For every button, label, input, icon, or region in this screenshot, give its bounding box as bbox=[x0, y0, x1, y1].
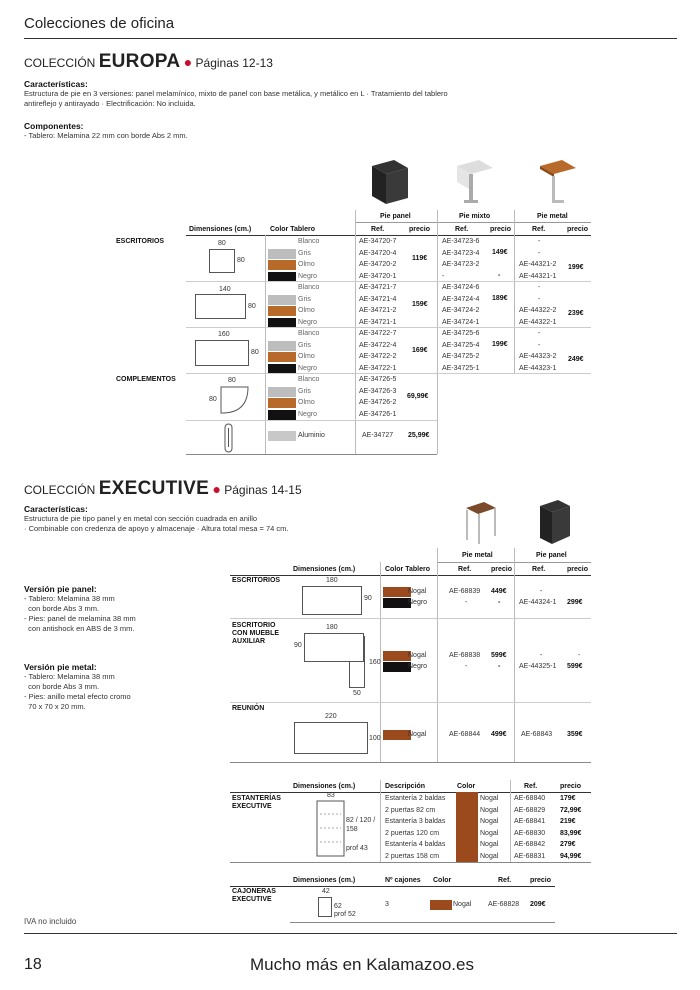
col-precio: precio bbox=[560, 783, 582, 790]
slogan-text: Mucho más en bbox=[250, 955, 367, 974]
metal-ref: AE-44323-2 bbox=[519, 353, 557, 360]
executive-panel-illustration bbox=[538, 500, 572, 546]
col-num-cajones: Nº cajones bbox=[385, 877, 421, 884]
mixto-ref: AE-34723-4 bbox=[442, 249, 480, 257]
panel-ref: AE-34726-2 bbox=[359, 399, 397, 406]
cat-cajoneras bbox=[232, 888, 276, 904]
color-negro: Negro bbox=[408, 663, 428, 670]
dim-depth: 80 bbox=[251, 349, 259, 356]
dim-width: 42 bbox=[322, 888, 330, 895]
alu-ref: AE-34727 bbox=[362, 432, 394, 439]
color-name: Olmo bbox=[298, 307, 315, 314]
dash: - bbox=[578, 652, 581, 659]
mixto-ref: AE-34725-1 bbox=[442, 364, 480, 372]
color-name: Negro bbox=[298, 318, 318, 326]
cat-line: EXECUTIVE bbox=[232, 896, 272, 903]
panel-ref: AE-34720-2 bbox=[359, 261, 397, 268]
metal-price: 599€ bbox=[491, 652, 507, 659]
mixto-ref: AE-34723-6 bbox=[442, 238, 480, 245]
color-swatch bbox=[268, 249, 296, 259]
version-panel-line: con borde Abs 3 mm. bbox=[24, 604, 100, 613]
metal-price: 249€ bbox=[568, 356, 584, 363]
alu-price: 25,99€ bbox=[408, 432, 430, 439]
shelf-desc: 2 puertas 82 cm bbox=[385, 806, 436, 814]
color-name: Gris bbox=[298, 249, 311, 257]
metal-ref: AE-44322-2 bbox=[519, 307, 557, 314]
executive-car-1: Estructura de pie tipo panel y en metal con sección cuadrada en anillo bbox=[24, 514, 258, 523]
panel-ref: AE-34726-1 bbox=[359, 410, 397, 418]
bullet-icon: ● bbox=[212, 481, 221, 497]
panel-price: 69,99€ bbox=[407, 393, 429, 400]
color-negro: Negro bbox=[408, 599, 428, 606]
color-name: Negro bbox=[298, 410, 318, 418]
panel-ref: AE-34722-2 bbox=[359, 353, 397, 360]
dim-depth: 90 bbox=[294, 642, 302, 649]
mixto-ref: AE-34724-1 bbox=[442, 318, 480, 326]
dim-depth: prof 52 bbox=[334, 911, 356, 918]
color-swatch bbox=[268, 398, 296, 408]
metal-price: 199€ bbox=[568, 264, 584, 271]
col-precio: precio bbox=[491, 566, 513, 573]
color-swatch bbox=[268, 387, 296, 397]
dim-depth: 90 bbox=[364, 595, 372, 602]
metal-ref: - bbox=[538, 284, 541, 291]
negro-swatch bbox=[383, 662, 411, 672]
dash: - bbox=[540, 588, 543, 595]
version-panel-line: - Pies: panel de melamina 38 mm bbox=[24, 614, 136, 623]
europa-car-2: antireflejo y antirayado · Electrificación: No incluida. bbox=[24, 99, 196, 108]
dim-heights: 82 / 120 / bbox=[346, 817, 376, 824]
drawer-ref: AE-68828 bbox=[488, 901, 520, 908]
europa-comp-title: Componentes: bbox=[24, 121, 84, 131]
cat-line: CAJONERAS bbox=[232, 888, 276, 895]
color-swatch bbox=[268, 364, 296, 374]
panel-ref: AE-44324-1 bbox=[519, 599, 557, 606]
col-color-tablero: Color Tablero bbox=[270, 226, 315, 233]
shelf-price: 83,99€ bbox=[560, 829, 582, 837]
mixto-ref: AE-34725-4 bbox=[442, 341, 480, 349]
shelf-desc: Estantería 4 baldas bbox=[385, 841, 446, 848]
row-divider bbox=[186, 327, 591, 328]
dash: - bbox=[498, 272, 501, 279]
mixto-price: 199€ bbox=[492, 341, 508, 348]
version-metal-title: Versión pie metal: bbox=[24, 662, 97, 672]
dim-width: 80 bbox=[228, 377, 236, 384]
col-ref: Ref. bbox=[532, 226, 546, 233]
version-metal-line: con borde Abs 3 mm. bbox=[24, 682, 100, 691]
metal-ref: - bbox=[538, 330, 541, 337]
europa-prefix: COLECCIÓN bbox=[24, 56, 96, 70]
col-precio: precio bbox=[490, 226, 512, 233]
europa-car-title: Características: bbox=[24, 79, 88, 89]
exec-desk-diagram bbox=[302, 586, 362, 615]
europa-car-1: Estructura de pie en 3 versiones: panel melamínico, mixto de panel con base metálica, y metálico en L · Tratamiento del tablero bbox=[24, 89, 448, 98]
shelf-ref: AE-68831 bbox=[514, 852, 546, 860]
iva-note: IVA no incluido bbox=[24, 917, 77, 926]
color-name: Blanco bbox=[298, 238, 320, 245]
nogal-swatch bbox=[430, 900, 452, 910]
shelf-diagram bbox=[316, 800, 346, 858]
pie-metal-illustration bbox=[538, 160, 578, 205]
color-swatch bbox=[268, 410, 296, 420]
col-color: Color bbox=[433, 877, 452, 884]
col-dimensiones: Dimensiones (cm.) bbox=[293, 877, 356, 884]
dash: - bbox=[498, 663, 501, 670]
shelf-color: Nogal bbox=[480, 795, 499, 802]
corner-table-diagram bbox=[220, 386, 250, 414]
col-ref: Ref. bbox=[524, 783, 538, 790]
shelf-color: Nogal bbox=[480, 852, 499, 860]
executive-pages: Páginas 14-15 bbox=[224, 483, 302, 497]
aluminum-leg-diagram bbox=[223, 423, 235, 453]
color-name: Olmo bbox=[298, 353, 315, 360]
shelf-ref: AE-68830 bbox=[514, 829, 546, 837]
col-color-tablero: Color Tablero bbox=[385, 566, 430, 573]
shelf-color: Nogal bbox=[480, 818, 499, 825]
exec-desk-aux-diagram bbox=[304, 633, 364, 662]
metal-ref: - bbox=[538, 341, 541, 349]
nogal-swatch bbox=[456, 792, 478, 862]
nogal-swatch bbox=[383, 730, 411, 740]
dim-depth: 80 bbox=[209, 396, 217, 403]
panel-price: 299€ bbox=[567, 599, 583, 606]
metal-ref: AE-44321-2 bbox=[519, 261, 557, 268]
shelf-color: Nogal bbox=[480, 829, 499, 837]
col-pie-panel: Pie panel bbox=[536, 552, 567, 559]
europa-heading bbox=[24, 51, 273, 73]
col-precio: precio bbox=[530, 877, 552, 884]
drawer-price: 209€ bbox=[530, 901, 546, 908]
color-name: Negro bbox=[298, 364, 318, 372]
shelf-desc: 2 puertas 158 cm bbox=[385, 852, 440, 860]
dim-width: 83 bbox=[327, 792, 335, 799]
color-nogal: Nogal bbox=[453, 901, 472, 908]
mixto-ref: AE-34724-2 bbox=[442, 307, 480, 314]
color-aluminio: Aluminio bbox=[298, 432, 325, 439]
panel-ref: AE-34722-1 bbox=[359, 364, 397, 372]
header-divider bbox=[24, 38, 677, 39]
nogal-swatch bbox=[383, 651, 411, 661]
col-ref: Ref. bbox=[455, 226, 469, 233]
dim-height: 62 bbox=[334, 903, 342, 910]
cat-mueble-auxiliar bbox=[232, 622, 292, 646]
dim-depth: 80 bbox=[248, 303, 256, 310]
color-name: Blanco bbox=[298, 376, 320, 383]
shelf-desc: Estantería 3 baldas bbox=[385, 818, 446, 825]
meeting-table-diagram bbox=[294, 722, 368, 754]
dim-width: 180 bbox=[326, 577, 338, 584]
shelf-ref: AE-68840 bbox=[514, 795, 546, 802]
dim-aux-width: 50 bbox=[353, 690, 361, 697]
desk-160-diagram bbox=[195, 340, 249, 366]
color-name: Negro bbox=[298, 272, 318, 280]
version-metal-line: - Tablero: Melamina 38 mm bbox=[24, 672, 115, 681]
mixto-ref: AE-34723-2 bbox=[442, 261, 480, 268]
pie-panel-illustration bbox=[370, 160, 410, 205]
executive-name: EXECUTIVE bbox=[98, 478, 210, 499]
color-name: Gris bbox=[298, 387, 311, 395]
executive-metal-illustration bbox=[464, 502, 498, 546]
cat-complementos: COMPLEMENTOS bbox=[116, 376, 176, 383]
cat-estanterias bbox=[232, 795, 281, 811]
version-panel-line: con antishock en ABS de 3 mm. bbox=[24, 624, 135, 633]
col-ref: Ref. bbox=[498, 877, 512, 884]
shelf-ref: AE-68842 bbox=[514, 841, 546, 848]
dim-depth: prof 43 bbox=[346, 845, 368, 852]
dim-width: 160 bbox=[218, 331, 230, 338]
shelf-ref: AE-68841 bbox=[514, 818, 546, 825]
col-descripcion: Descripción bbox=[385, 783, 426, 790]
shelf-color: Nogal bbox=[480, 841, 499, 848]
color-nogal: Nogal bbox=[408, 652, 427, 659]
dim-aux: 160 bbox=[369, 659, 381, 666]
panel-ref: AE-34726-5 bbox=[359, 376, 397, 383]
metal-price: 499€ bbox=[491, 731, 507, 738]
col-pie-panel: Pie panel bbox=[380, 213, 411, 220]
drawer-unit-diagram bbox=[318, 897, 332, 917]
color-swatch bbox=[268, 272, 296, 282]
metal-ref: AE-68839 bbox=[449, 588, 481, 595]
panel-ref: AE-34720-1 bbox=[359, 272, 397, 280]
mixto-ref: AE-34724-6 bbox=[442, 284, 480, 291]
panel-ref: AE-68843 bbox=[521, 731, 553, 738]
dim-width: 80 bbox=[218, 240, 226, 247]
page-title: Colecciones de oficina bbox=[24, 15, 175, 32]
cat-reunion: REUNIÓN bbox=[232, 705, 265, 712]
col-precio: precio bbox=[567, 566, 589, 573]
metal-ref: - bbox=[538, 249, 541, 257]
color-name: Blanco bbox=[298, 330, 320, 337]
panel-ref: AE-34721-1 bbox=[359, 318, 397, 326]
panel-ref: AE-34720-4 bbox=[359, 249, 397, 257]
panel-price: 599€ bbox=[567, 663, 583, 670]
desk-80-diagram bbox=[209, 249, 235, 273]
col-ref: Ref. bbox=[458, 566, 472, 573]
col-pie-metal: Pie metal bbox=[537, 213, 568, 220]
cat-escritorios: ESCRITORIOS bbox=[116, 238, 165, 245]
dim-depth: 80 bbox=[237, 257, 245, 264]
panel-ref: AE-34721-2 bbox=[359, 307, 397, 314]
executive-car-title: Características: bbox=[24, 504, 88, 514]
panel-ref: AE-44325-1 bbox=[519, 663, 557, 670]
shelf-price: 219€ bbox=[560, 818, 576, 825]
shelf-desc: 2 puertas 120 cm bbox=[385, 829, 440, 837]
color-swatch bbox=[268, 318, 296, 328]
panel-price: 119€ bbox=[412, 255, 428, 262]
dash: - bbox=[465, 663, 468, 670]
dash: - bbox=[540, 652, 543, 659]
metal-ref: AE-44321-1 bbox=[519, 272, 557, 280]
metal-ref: AE-68844 bbox=[449, 731, 481, 738]
panel-ref: AE-34721-4 bbox=[359, 295, 397, 303]
metal-ref: AE-44323-1 bbox=[519, 364, 557, 372]
col-dimensiones: Dimensiones (cm.) bbox=[293, 783, 356, 790]
shelf-price: 279€ bbox=[560, 841, 576, 848]
col-precio: precio bbox=[409, 226, 431, 233]
version-metal-line: - Pies: anillo metal efecto cromo bbox=[24, 692, 131, 701]
col-dimensiones: Dimensiones (cm.) bbox=[189, 226, 252, 233]
mixto-ref: AE-34725-6 bbox=[442, 330, 480, 337]
dim-width: 220 bbox=[325, 713, 337, 720]
page-number: 18 bbox=[24, 956, 42, 973]
dim-width: 180 bbox=[326, 624, 338, 631]
col-ref: Ref. bbox=[371, 226, 385, 233]
color-name: Olmo bbox=[298, 399, 315, 406]
shelf-price: 179€ bbox=[560, 795, 576, 802]
mixto-ref: - bbox=[442, 272, 445, 280]
panel-ref: AE-34722-7 bbox=[359, 330, 397, 337]
color-swatch bbox=[268, 260, 296, 270]
bullet-icon: ● bbox=[183, 54, 193, 70]
cat-line: EXECUTIVE bbox=[232, 803, 272, 810]
color-swatch bbox=[268, 306, 296, 316]
metal-ref: AE-44322-1 bbox=[519, 318, 557, 326]
panel-ref: AE-34722-4 bbox=[359, 341, 397, 349]
shelf-ref: AE-68829 bbox=[514, 806, 546, 814]
dash: - bbox=[498, 599, 501, 606]
shelf-desc: Estantería 2 baldas bbox=[385, 795, 446, 802]
col-pie-metal: Pie metal bbox=[462, 552, 493, 559]
cat-line: CON MUEBLE bbox=[232, 630, 280, 637]
executive-prefix: COLECCIÓN bbox=[24, 483, 96, 497]
executive-heading bbox=[24, 478, 302, 500]
mixto-ref: AE-34724-4 bbox=[442, 295, 480, 303]
panel-ref: AE-34721-7 bbox=[359, 284, 397, 291]
dim-heights: 158 bbox=[346, 826, 358, 833]
color-name: Gris bbox=[298, 341, 311, 349]
metal-price: 239€ bbox=[568, 310, 584, 317]
shelf-color: Nogal bbox=[480, 806, 499, 814]
color-nogal: Nogal bbox=[408, 588, 427, 595]
slogan-brand: Kalamazoo.es bbox=[366, 955, 474, 974]
version-metal-line: 70 x 70 x 20 mm. bbox=[24, 702, 86, 711]
col-dimensiones: Dimensiones (cm.) bbox=[293, 566, 356, 573]
cat-line: AUXILIAR bbox=[232, 638, 266, 645]
nogal-swatch bbox=[383, 587, 411, 597]
pie-mixto-illustration bbox=[455, 160, 495, 205]
footer-slogan bbox=[250, 955, 474, 975]
metal-ref: - bbox=[538, 295, 541, 303]
col-precio: precio bbox=[567, 226, 589, 233]
desk-140-diagram bbox=[195, 294, 246, 319]
metal-price: 449€ bbox=[491, 588, 507, 595]
dim-depth: 100 bbox=[369, 735, 381, 742]
mixto-price: 189€ bbox=[492, 295, 508, 302]
shelf-price: 94,99€ bbox=[560, 852, 582, 860]
panel-price: 359€ bbox=[567, 731, 583, 738]
dim-width: 140 bbox=[219, 286, 231, 293]
row-divider bbox=[186, 373, 591, 374]
metal-ref: - bbox=[538, 238, 541, 245]
mixto-price: 149€ bbox=[492, 249, 508, 256]
metal-ref: AE-68838 bbox=[449, 652, 481, 659]
dash: - bbox=[465, 599, 468, 606]
color-swatch bbox=[268, 352, 296, 362]
executive-car-2: · Combinable con credenza de apoyo y almacenaje · Altura total mesa = 74 cm. bbox=[24, 524, 289, 533]
version-panel-line: - Tablero: Melamina 38 mm bbox=[24, 594, 115, 603]
row-divider bbox=[186, 281, 591, 282]
color-swatch bbox=[268, 341, 296, 351]
europa-comp-1: - Tablero: Melamina 22 mm con borde Abs 2 mm. bbox=[24, 131, 188, 140]
color-swatch bbox=[268, 295, 296, 305]
europa-pages: Páginas 12-13 bbox=[195, 56, 273, 70]
shelf-price: 72,99€ bbox=[560, 806, 582, 814]
cat-line: ESTANTERÍAS bbox=[232, 795, 281, 802]
aluminium-swatch bbox=[268, 431, 296, 441]
mixto-ref: AE-34725-2 bbox=[442, 353, 480, 360]
col-pie-mixto: Pie mixto bbox=[459, 213, 491, 220]
footer-divider bbox=[24, 933, 677, 934]
panel-price: 159€ bbox=[412, 301, 428, 308]
cat-escritorios: ESCRITORIOS bbox=[232, 577, 281, 584]
cat-line: ESCRITORIO bbox=[232, 622, 276, 629]
panel-ref: AE-34726-3 bbox=[359, 387, 397, 395]
color-name: Olmo bbox=[298, 261, 315, 268]
panel-price: 169€ bbox=[412, 347, 428, 354]
negro-swatch bbox=[383, 598, 411, 608]
version-panel-title: Versión pie panel: bbox=[24, 584, 97, 594]
europa-name: EUROPA bbox=[98, 51, 181, 72]
color-name: Blanco bbox=[298, 284, 320, 291]
color-nogal: Nogal bbox=[408, 731, 427, 738]
panel-ref: AE-34720-7 bbox=[359, 238, 397, 245]
color-name: Gris bbox=[298, 295, 311, 303]
num-cajones: 3 bbox=[385, 901, 389, 908]
col-color: Color bbox=[457, 783, 476, 790]
col-ref: Ref. bbox=[532, 566, 546, 573]
